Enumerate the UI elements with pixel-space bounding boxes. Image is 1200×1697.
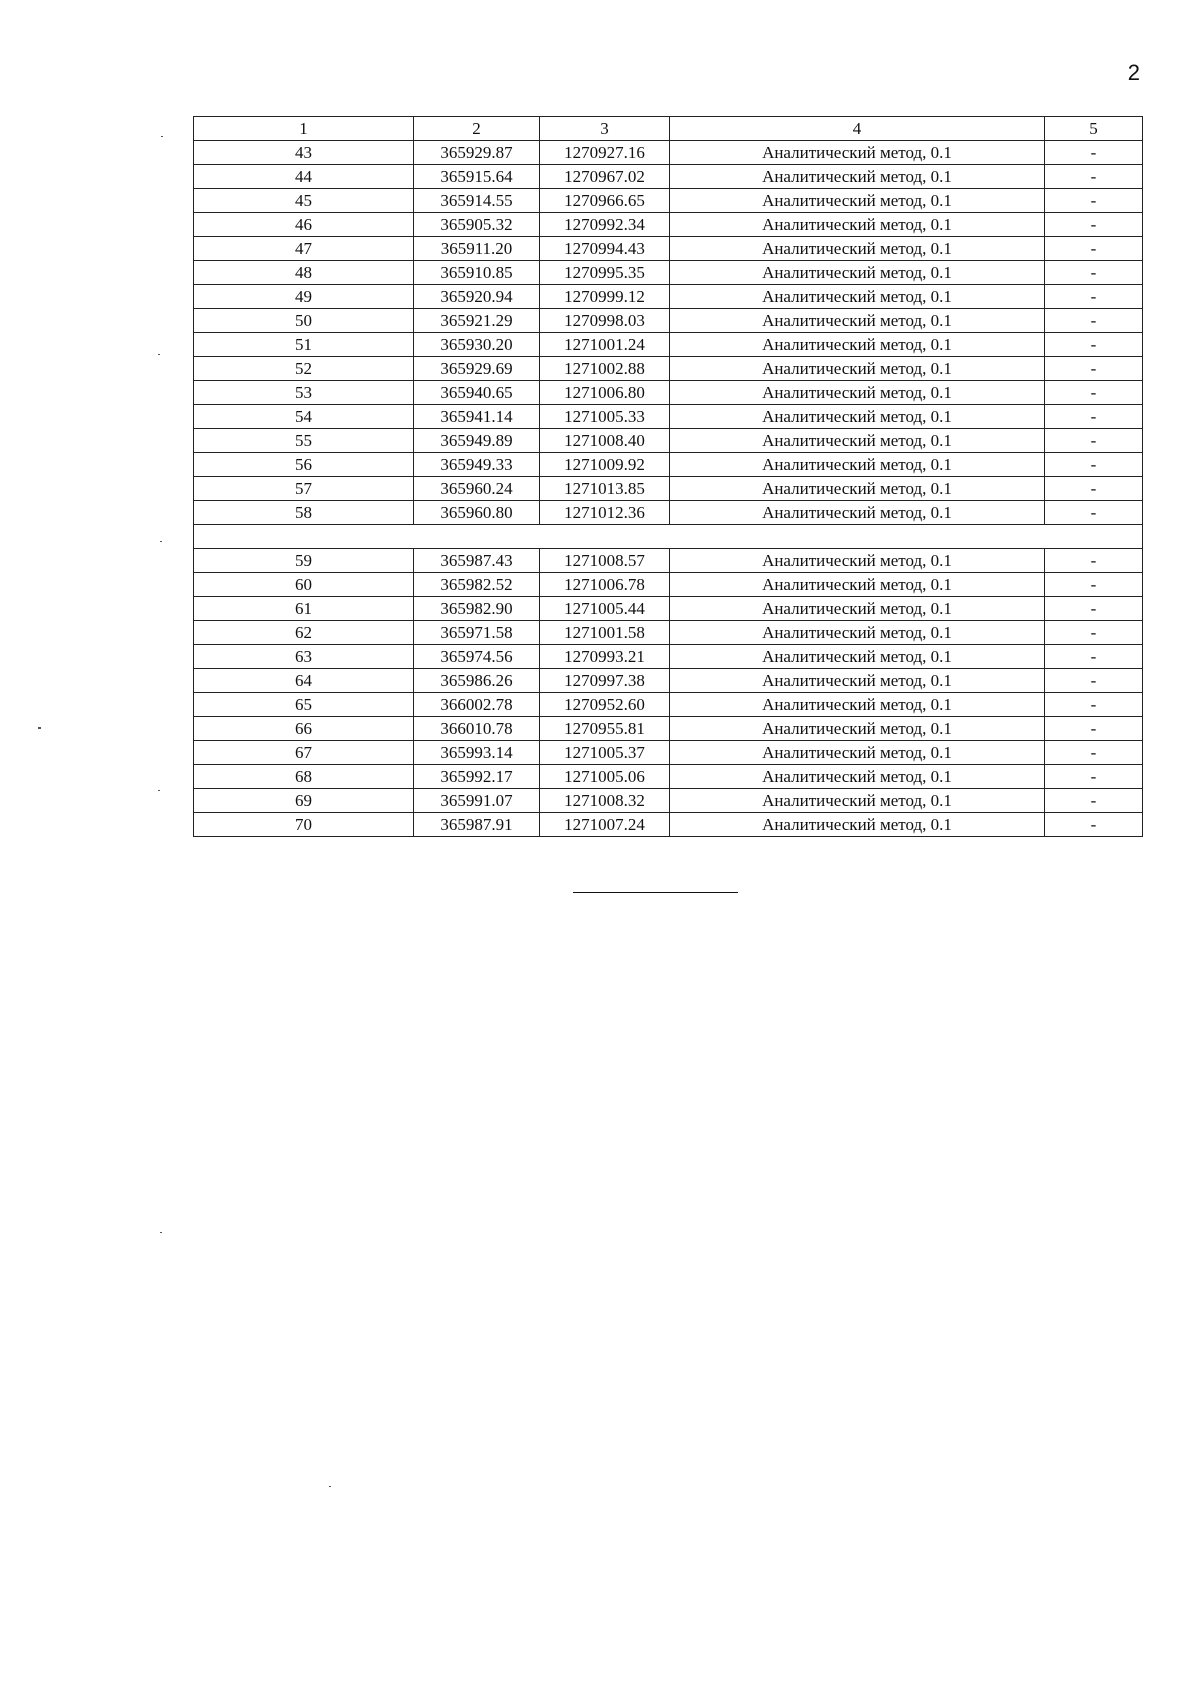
table-cell-col5: - [1045,453,1143,477]
table-cell-col4: Аналитический метод, 0.1 [670,165,1045,189]
table-cell-col3: 1271005.06 [540,765,670,789]
table-cell-col1: 51 [194,333,414,357]
table-body-first-group [194,141,1143,525]
table-cell-col4: Аналитический метод, 0.1 [670,621,1045,645]
table-cell-col5: - [1045,165,1143,189]
table-cell-col3: 1270966.65 [540,189,670,213]
table-cell-col2: 365930.20 [414,333,540,357]
table-cell-col5: - [1045,429,1143,453]
table-cell-col1: 70 [194,813,414,837]
header-cell-2: 2 [414,117,540,141]
table-cell-col2: 365940.65 [414,381,540,405]
table-cell-col4: Аналитический метод, 0.1 [670,453,1045,477]
table-cell-col1: 54 [194,405,414,429]
table-cell-col4: Аналитический метод, 0.1 [670,501,1045,525]
table-cell-col2: 365971.58 [414,621,540,645]
table-cell-col4: Аналитический метод, 0.1 [670,189,1045,213]
table-cell-col4: Аналитический метод, 0.1 [670,213,1045,237]
table-cell-col3: 1270955.81 [540,717,670,741]
table-cell-col4: Аналитический метод, 0.1 [670,333,1045,357]
empty-separator-row [194,525,1143,549]
table-cell-col3: 1271009.92 [540,453,670,477]
table-cell-col1: 43 [194,141,414,165]
scan-speck [158,354,160,355]
table-cell-col1: 66 [194,717,414,741]
table-cell-col3: 1271008.40 [540,429,670,453]
table-body-second-group [194,549,1143,837]
table-cell-col2: 365915.64 [414,165,540,189]
table-cell-col5: - [1045,741,1143,765]
table-cell-col2: 365929.87 [414,141,540,165]
header-cell-5: 5 [1045,117,1143,141]
table-row [194,669,1143,693]
table-cell-col3: 1271007.24 [540,813,670,837]
table-cell-col4: Аналитический метод, 0.1 [670,765,1045,789]
table-cell-col5: - [1045,573,1143,597]
table-cell-col1: 52 [194,357,414,381]
table-row [194,477,1143,501]
table-row [194,501,1143,525]
table-cell-col3: 1271002.88 [540,357,670,381]
scan-speck [38,727,41,729]
table-cell-col3: 1271008.57 [540,549,670,573]
table-cell-col1: 68 [194,765,414,789]
table-cell-col2: 366010.78 [414,717,540,741]
table-cell-col5: - [1045,261,1143,285]
table-cell-col1: 69 [194,789,414,813]
table-cell-col1: 53 [194,381,414,405]
table-cell-col2: 365974.56 [414,645,540,669]
table-cell-col2: 365949.89 [414,429,540,453]
table-cell-col4: Аналитический метод, 0.1 [670,237,1045,261]
table-cell-col3: 1271013.85 [540,477,670,501]
table-cell-col5: - [1045,813,1143,837]
table-cell-col5: - [1045,717,1143,741]
table-cell-col1: 46 [194,213,414,237]
table-cell-col2: 365991.07 [414,789,540,813]
table-cell-col3: 1270992.34 [540,213,670,237]
table-cell-col5: - [1045,381,1143,405]
table-row [194,789,1143,813]
table-cell-col1: 48 [194,261,414,285]
table-cell-col3: 1271008.32 [540,789,670,813]
table-cell-col4: Аналитический метод, 0.1 [670,429,1045,453]
table-gap [194,525,1143,549]
table-cell-col5: - [1045,285,1143,309]
table-cell-col5: - [1045,477,1143,501]
table-cell-col1: 67 [194,741,414,765]
table-row [194,261,1143,285]
table-cell-col2: 365920.94 [414,285,540,309]
table-cell-col1: 57 [194,477,414,501]
table-cell-col5: - [1045,789,1143,813]
empty-cell [194,525,1143,549]
table-row [194,309,1143,333]
table-cell-col3: 1271005.33 [540,405,670,429]
table-row [194,165,1143,189]
table-cell-col5: - [1045,597,1143,621]
table-cell-col3: 1271001.24 [540,333,670,357]
table-row [194,549,1143,573]
table-cell-col4: Аналитический метод, 0.1 [670,789,1045,813]
table-cell-col4: Аналитический метод, 0.1 [670,549,1045,573]
table-cell-col4: Аналитический метод, 0.1 [670,477,1045,501]
table-cell-col3: 1271005.44 [540,597,670,621]
table-cell-col5: - [1045,357,1143,381]
table-cell-col1: 59 [194,549,414,573]
table-cell-col1: 55 [194,429,414,453]
table-row [194,597,1143,621]
table-cell-col4: Аналитический метод, 0.1 [670,309,1045,333]
table-cell-col3: 1271006.80 [540,381,670,405]
table-header-row [194,117,1143,141]
table-cell-col3: 1271012.36 [540,501,670,525]
table-cell-col4: Аналитический метод, 0.1 [670,141,1045,165]
table-cell-col4: Аналитический метод, 0.1 [670,813,1045,837]
table-cell-col2: 365960.24 [414,477,540,501]
table-cell-col1: 60 [194,573,414,597]
table-cell-col1: 63 [194,645,414,669]
table-cell-col3: 1270999.12 [540,285,670,309]
table-cell-col5: - [1045,237,1143,261]
table-cell-col1: 50 [194,309,414,333]
table-cell-col4: Аналитический метод, 0.1 [670,717,1045,741]
table-cell-col4: Аналитический метод, 0.1 [670,285,1045,309]
table-cell-col3: 1270995.35 [540,261,670,285]
table-row [194,765,1143,789]
scan-speck [161,136,163,137]
page-number: 2 [1127,60,1140,85]
table-cell-col2: 365911.20 [414,237,540,261]
table-cell-col2: 365914.55 [414,189,540,213]
header-cell-3: 3 [540,117,670,141]
table-row [194,573,1143,597]
table-cell-col5: - [1045,549,1143,573]
table-cell-col2: 366002.78 [414,693,540,717]
scan-speck [160,1232,162,1233]
table-cell-col4: Аналитический метод, 0.1 [670,357,1045,381]
table-cell-col5: - [1045,309,1143,333]
table-cell-col2: 365987.91 [414,813,540,837]
table-cell-col5: - [1045,765,1143,789]
table-cell-col5: - [1045,213,1143,237]
table-row [194,237,1143,261]
table-cell-col4: Аналитический метод, 0.1 [670,597,1045,621]
table-row [194,645,1143,669]
table-cell-col5: - [1045,141,1143,165]
table-cell-col3: 1270993.21 [540,645,670,669]
table-row [194,141,1143,165]
table-cell-col5: - [1045,333,1143,357]
table-cell-col5: - [1045,621,1143,645]
table-row [194,813,1143,837]
table-cell-col1: 62 [194,621,414,645]
table-cell-col2: 365960.80 [414,501,540,525]
table-cell-col3: 1271001.58 [540,621,670,645]
table-cell-col4: Аналитический метод, 0.1 [670,693,1045,717]
header-cell-1: 1 [194,117,414,141]
table-cell-col4: Аналитический метод, 0.1 [670,405,1045,429]
table-cell-col1: 49 [194,285,414,309]
table-cell-col2: 365992.17 [414,765,540,789]
table-cell-col4: Аналитический метод, 0.1 [670,573,1045,597]
table-row [194,741,1143,765]
table-cell-col2: 365905.32 [414,213,540,237]
table-cell-col4: Аналитический метод, 0.1 [670,645,1045,669]
table-row [194,333,1143,357]
table-row [194,621,1143,645]
table-row [194,693,1143,717]
coordinates-table [193,116,1143,837]
end-of-table-line [573,892,738,893]
table-cell-col2: 365949.33 [414,453,540,477]
table-cell-col4: Аналитический метод, 0.1 [670,669,1045,693]
scan-speck [158,790,160,791]
table-cell-col2: 365986.26 [414,669,540,693]
table-row [194,381,1143,405]
table-cell-col4: Аналитический метод, 0.1 [670,261,1045,285]
table-cell-col3: 1270952.60 [540,693,670,717]
table-cell-col5: - [1045,501,1143,525]
table-cell-col2: 365982.52 [414,573,540,597]
table-cell-col2: 365910.85 [414,261,540,285]
table-cell-col3: 1270997.38 [540,669,670,693]
table-cell-col5: - [1045,189,1143,213]
scan-speck [329,1486,331,1487]
table-row [194,453,1143,477]
table-cell-col2: 365929.69 [414,357,540,381]
table-cell-col3: 1270994.43 [540,237,670,261]
table-cell-col1: 56 [194,453,414,477]
table-cell-col2: 365921.29 [414,309,540,333]
table-cell-col2: 365987.43 [414,549,540,573]
table-row [194,213,1143,237]
table-cell-col1: 61 [194,597,414,621]
table-cell-col5: - [1045,405,1143,429]
table-cell-col1: 65 [194,693,414,717]
table-cell-col1: 44 [194,165,414,189]
table-cell-col3: 1271006.78 [540,573,670,597]
table-cell-col5: - [1045,669,1143,693]
table-cell-col2: 365941.14 [414,405,540,429]
table-cell-col1: 58 [194,501,414,525]
table-row [194,189,1143,213]
table-cell-col5: - [1045,693,1143,717]
table-cell-col2: 365982.90 [414,597,540,621]
table-row [194,405,1143,429]
table-cell-col4: Аналитический метод, 0.1 [670,741,1045,765]
scan-speck [160,541,162,542]
table-row [194,285,1143,309]
header-cell-4: 4 [670,117,1045,141]
table-cell-col3: 1270998.03 [540,309,670,333]
table-cell-col3: 1270927.16 [540,141,670,165]
table-row [194,357,1143,381]
table-cell-col3: 1271005.37 [540,741,670,765]
table-cell-col1: 47 [194,237,414,261]
table-row [194,717,1143,741]
table-cell-col4: Аналитический метод, 0.1 [670,381,1045,405]
table-cell-col3: 1270967.02 [540,165,670,189]
table-cell-col1: 64 [194,669,414,693]
table-cell-col2: 365993.14 [414,741,540,765]
table-row [194,429,1143,453]
table-cell-col1: 45 [194,189,414,213]
table-cell-col5: - [1045,645,1143,669]
